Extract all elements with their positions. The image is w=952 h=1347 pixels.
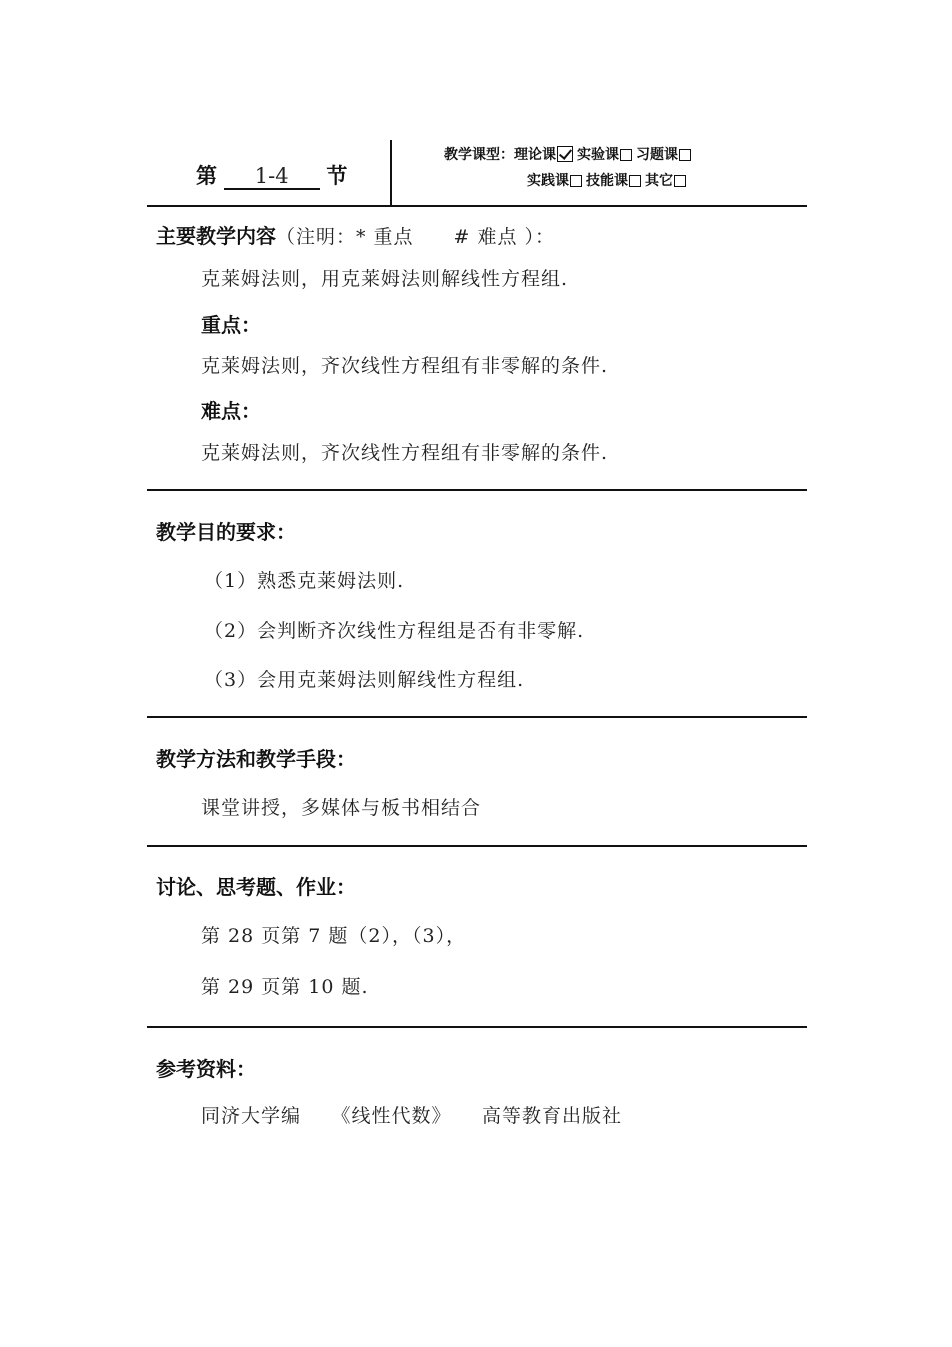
type-other-checkbox[interactable] [674, 175, 686, 187]
objective-item-1: （1）熟悉克莱姆法则. [204, 570, 405, 592]
course-type-row-2 [527, 170, 690, 190]
methods-text: 课堂讲授，多媒体与板书相结合 [201, 797, 482, 819]
divider-header [147, 205, 807, 207]
divider-methods [147, 845, 807, 847]
type-skill-label: 技能课 [586, 173, 628, 189]
type-theory-label: 理论课 [514, 147, 556, 163]
main-content-text: 克莱姆法则，用克莱姆法则解线性方程组. [201, 268, 569, 290]
main-content-note: （注明：* 重点 # 难点 ）： [276, 226, 556, 248]
divider-homework [147, 1026, 807, 1028]
divider-main [147, 489, 807, 491]
type-lab-label: 实验课 [577, 147, 619, 163]
methods-title: 教学方法和教学手段： [156, 747, 356, 771]
references-title: 参考资料： [156, 1057, 256, 1081]
section-number-value: 1-4 [224, 165, 320, 190]
section-suffix: 节 [326, 163, 348, 188]
key-points-text: 克莱姆法则，齐次线性方程组有非零解的条件. [201, 355, 609, 377]
section-prefix: 第 [196, 163, 217, 188]
type-practice-label: 实践课 [527, 173, 569, 189]
divider-objectives [147, 716, 807, 718]
objective-item-2: （2）会判断齐次线性方程组是否有非零解. [204, 620, 585, 642]
course-type-label: 教学课型： [444, 147, 514, 163]
type-exercise-checkbox[interactable] [679, 149, 691, 161]
course-type-row-1 [444, 144, 695, 164]
difficult-points-text: 克莱姆法则，齐次线性方程组有非零解的条件. [201, 442, 609, 464]
difficult-points-label: 难点： [201, 399, 261, 423]
objective-item-3: （3）会用克莱姆法则解线性方程组. [204, 669, 525, 691]
references-text: 同济大学编 《线性代数》 高等教育出版社 [201, 1105, 623, 1127]
homework-line-2: 第 29 页第 10 题. [201, 976, 369, 998]
type-other-label: 其它 [645, 173, 673, 189]
type-skill-checkbox[interactable] [629, 175, 641, 187]
main-content-title: 主要教学内容 [156, 224, 276, 248]
type-theory-checkbox[interactable] [557, 146, 573, 162]
homework-title: 讨论、思考题、作业： [156, 875, 356, 899]
key-points-label: 重点： [201, 313, 261, 337]
type-practice-checkbox[interactable] [570, 175, 582, 187]
main-content-heading [156, 220, 555, 249]
homework-line-1: 第 28 页第 7 题（2），（3）， [201, 925, 467, 947]
objectives-title: 教学目的要求： [156, 520, 296, 544]
section-number [196, 160, 347, 190]
type-exercise-label: 习题课 [636, 147, 678, 163]
header-divider [390, 140, 392, 206]
type-lab-checkbox[interactable] [620, 149, 632, 161]
